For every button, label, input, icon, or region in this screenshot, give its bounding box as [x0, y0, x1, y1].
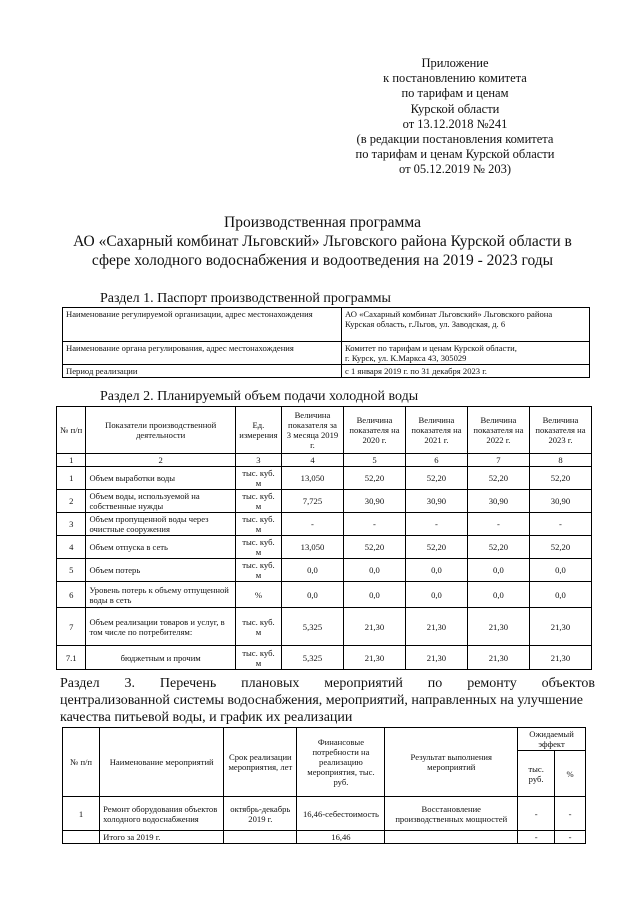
- value-2022: -: [467, 513, 529, 536]
- table-row: [57, 608, 592, 646]
- value-2019: 5,325: [281, 646, 343, 670]
- value-2023: 52,20: [529, 467, 591, 490]
- indicator-name: Объем потерь: [86, 559, 235, 582]
- measure-name: Ремонт оборудования объектов холодного водоснабжения: [100, 797, 224, 831]
- water-volume-table: [56, 406, 592, 670]
- header-line: от 05.12.2019 № 203): [398, 162, 511, 177]
- value-2019: 13,050: [281, 467, 343, 490]
- unit: тыс. куб. м: [235, 467, 281, 490]
- value-2022: 30,90: [467, 490, 529, 513]
- column-header: Величина показателя за 3 месяца 2019 г.: [281, 407, 343, 454]
- value-2019: 0,0: [281, 582, 343, 608]
- value-2021: 21,30: [405, 646, 467, 670]
- value-2020: 0,0: [343, 559, 405, 582]
- table-header-row: [63, 728, 586, 751]
- passport-label: Наименование органа регулирования, адрес местонахождения: [63, 342, 342, 365]
- value-2023: 0,0: [529, 582, 591, 608]
- indicator-name: Объем пропущенной воды через очистные сооружения: [86, 513, 235, 536]
- column-header: Показатели производственной деятельности: [86, 407, 235, 454]
- document-title: [40, 213, 605, 270]
- indicator-name: Объем реализации товаров и услуг, в том числе по потребителям:: [86, 608, 235, 646]
- header-line: по тарифам и ценам Курской области: [355, 147, 555, 162]
- measures-table: [62, 727, 586, 844]
- column-number: 2: [86, 454, 235, 467]
- indicator-name: Уровень потерь к объему отпущенной воды в сеть: [86, 582, 235, 608]
- column-number: 7: [467, 454, 529, 467]
- value-2023: 21,30: [529, 646, 591, 670]
- section3-title-line: централизованной системы водоснабжения, мероприятий, направленных на улучшение: [60, 693, 583, 708]
- row-number: 3: [57, 513, 86, 536]
- measure-term: октябрь-декабрь 2019 г.: [224, 797, 297, 831]
- value-2020: 52,20: [343, 536, 405, 559]
- header-line: по тарифам и ценам: [401, 86, 509, 101]
- indicator-name: бюджетным и прочим: [86, 646, 235, 670]
- column-header: Ед. измерения: [235, 407, 281, 454]
- value-2021: 52,20: [405, 467, 467, 490]
- unit: тыс. куб. м: [235, 490, 281, 513]
- section3-title-line: Раздел 3. Перечень плановых мероприятий по ремонту объектов: [60, 676, 595, 691]
- value-2020: -: [343, 513, 405, 536]
- header-line: (в редакции постановления комитета: [356, 132, 554, 147]
- value-2023: 52,20: [529, 536, 591, 559]
- value-2020: 21,30: [343, 608, 405, 646]
- value-2021: 0,0: [405, 582, 467, 608]
- column-header: Наименование мероприятий: [100, 728, 224, 797]
- unit: тыс. куб. м: [235, 646, 281, 670]
- passport-label: Наименование регулируемой организации, адрес местонахождения: [63, 308, 342, 342]
- column-header: Величина показателя на 2021 г.: [405, 407, 467, 454]
- title-line-3: сфере холодного водоснабжения и водоотведения на 2019 - 2023 годы: [91, 252, 554, 269]
- value-2022: 21,30: [467, 608, 529, 646]
- indicator-name: Объем отпуска в сеть: [86, 536, 235, 559]
- unit: тыс. куб. м: [235, 608, 281, 646]
- effect-pct: -: [555, 797, 586, 831]
- passport-value: Комитет по тарифам и ценам Курской области, г. Курск, ул. К.Маркса 43, 305029: [342, 342, 590, 365]
- column-header: Величина показателя на 2023 г.: [529, 407, 591, 454]
- column-number: 3: [235, 454, 281, 467]
- total-label: Итого за 2019 г.: [100, 831, 224, 844]
- table-row: [57, 513, 592, 536]
- table-row: [63, 797, 586, 831]
- passport-label: Период реализации: [63, 365, 342, 378]
- value-2023: 30,90: [529, 490, 591, 513]
- total-finance: 16,46: [297, 831, 385, 844]
- table-row: [57, 490, 592, 513]
- table-row: [63, 342, 590, 365]
- row-number: 5: [57, 559, 86, 582]
- row-number: 2: [57, 490, 86, 513]
- value-2021: 0,0: [405, 559, 467, 582]
- value-2020: 21,30: [343, 646, 405, 670]
- title-line-2: АО «Сахарный комбинат Льговский» Льговского района Курской области в: [73, 233, 572, 250]
- indicator-name: Объем воды, используемой на собственные нужды: [86, 490, 235, 513]
- total-row: [63, 831, 586, 844]
- row-number: 6: [57, 582, 86, 608]
- section2-title: Раздел 2. Планируемый объем подачи холодной воды: [100, 389, 419, 404]
- value-2022: 0,0: [467, 559, 529, 582]
- value-2022: 52,20: [467, 467, 529, 490]
- value-2023: -: [529, 513, 591, 536]
- column-header: тыс. руб.: [518, 751, 555, 797]
- row-number: 1: [63, 797, 100, 831]
- value-2022: 21,30: [467, 646, 529, 670]
- row-number: 7.1: [57, 646, 86, 670]
- value-2022: 52,20: [467, 536, 529, 559]
- value-2021: -: [405, 513, 467, 536]
- value-2023: 0,0: [529, 559, 591, 582]
- value-2019: 0,0: [281, 559, 343, 582]
- value-2020: 0,0: [343, 582, 405, 608]
- unit: тыс. куб. м: [235, 536, 281, 559]
- table-row: [63, 365, 590, 378]
- unit: %: [235, 582, 281, 608]
- effect-rub: -: [518, 797, 555, 831]
- passport-value: АО «Сахарный комбинат Льговский» Льговского района Курская область, г.Льгов, ул. Заводская, д. 6: [342, 308, 590, 342]
- value-2021: 21,30: [405, 608, 467, 646]
- unit: тыс. куб. м: [235, 559, 281, 582]
- table-row: [57, 559, 592, 582]
- header-line: к постановлению комитета: [383, 71, 527, 86]
- table-row: [57, 582, 592, 608]
- value-2021: 30,90: [405, 490, 467, 513]
- section3-title-line: качества питьевой воды, и график их реализации: [60, 710, 353, 725]
- title-line-1: Производственная программа: [224, 214, 421, 231]
- document-header: [330, 56, 580, 178]
- table-row: [57, 467, 592, 490]
- table-header-row: [57, 407, 592, 454]
- value-2023: 21,30: [529, 608, 591, 646]
- column-header: Результат выполнения мероприятий: [385, 728, 518, 797]
- value-2019: 13,050: [281, 536, 343, 559]
- column-number: 8: [529, 454, 591, 467]
- value-2019: -: [281, 513, 343, 536]
- value-2022: 0,0: [467, 582, 529, 608]
- row-number: 7: [57, 608, 86, 646]
- header-line: Приложение: [421, 56, 489, 70]
- row-number: 1: [57, 467, 86, 490]
- value-2021: 52,20: [405, 536, 467, 559]
- column-header: Ожидаемый эффект: [518, 728, 586, 751]
- column-number-row: [57, 454, 592, 467]
- table-row: [57, 646, 592, 670]
- measure-finance: 16,46-себестоимость: [297, 797, 385, 831]
- total-number: [63, 831, 100, 844]
- column-header: Величина показателя на 2022 г.: [467, 407, 529, 454]
- table-row: [57, 536, 592, 559]
- total-term: [224, 831, 297, 844]
- passport-table: [62, 307, 590, 378]
- column-number: 4: [281, 454, 343, 467]
- column-header: № п/п: [63, 728, 100, 797]
- section1-title: Раздел 1. Паспорт производственной программы: [100, 291, 391, 306]
- value-2019: 5,325: [281, 608, 343, 646]
- column-header: Срок реализации мероприятия, лет: [224, 728, 297, 797]
- measure-result: Восстановление производственных мощностей: [385, 797, 518, 831]
- column-header: № п/п: [57, 407, 86, 454]
- row-number: 4: [57, 536, 86, 559]
- value-2019: 7,725: [281, 490, 343, 513]
- value-2020: 30,90: [343, 490, 405, 513]
- column-header: %: [555, 751, 586, 797]
- header-line: от 13.12.2018 №241: [402, 116, 508, 131]
- value-2020: 52,20: [343, 467, 405, 490]
- column-number: 6: [405, 454, 467, 467]
- table-row: [63, 308, 590, 342]
- passport-value: с 1 января 2019 г. по 31 декабря 2023 г.: [342, 365, 590, 378]
- total-result: [385, 831, 518, 844]
- column-header: Финансовые потребности на реализацию мероприятия, тыс. руб.: [297, 728, 385, 797]
- header-line: Курской области: [410, 101, 500, 116]
- total-pct: -: [555, 831, 586, 844]
- column-header: Величина показателя на 2020 г.: [343, 407, 405, 454]
- indicator-name: Объем выработки воды: [86, 467, 235, 490]
- column-number: 5: [343, 454, 405, 467]
- unit: тыс. куб. м: [235, 513, 281, 536]
- column-number: 1: [57, 454, 86, 467]
- total-rub: -: [518, 831, 555, 844]
- section3-title: [60, 675, 595, 726]
